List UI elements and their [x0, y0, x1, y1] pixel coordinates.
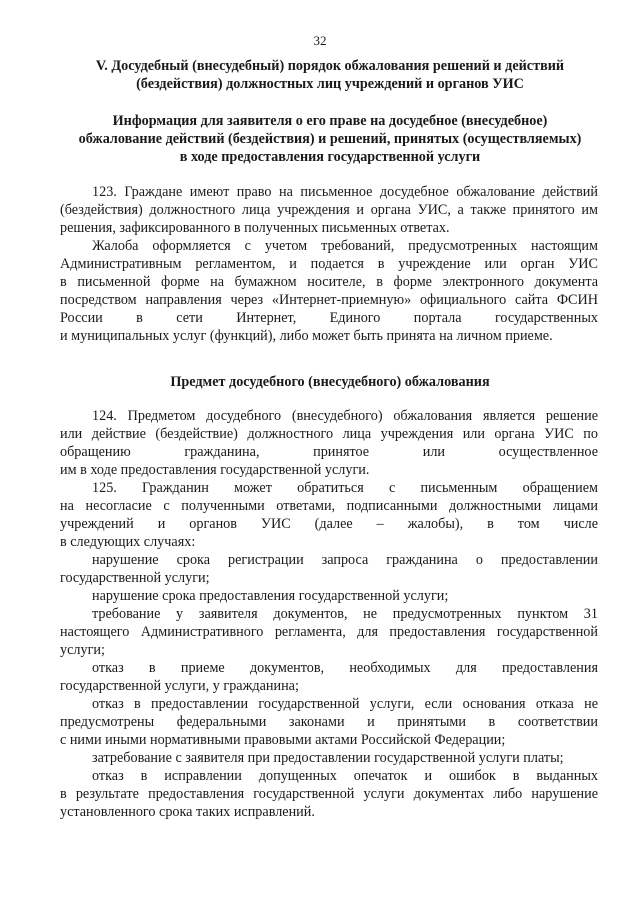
text-line: России в сети Интернет, Единого портала государственных — [60, 310, 598, 326]
info-heading-line: обжалование действий (бездействия) и решений, принятых (осуществляемых) — [78, 131, 582, 147]
list-item-line: нарушение срока предоставления государственной услуги; — [92, 588, 449, 604]
text-line: Административным регламентом, и подается в учреждение или орган УИС — [60, 256, 598, 272]
info-heading-line: в ходе предоставления государственной услуги — [179, 149, 481, 165]
list-item-line: государственной услуги; — [60, 570, 210, 586]
text-line: учреждений и органов УИС (далее – жалобы), в том числе — [60, 516, 598, 532]
list-item-line: установленного срока таких исправлений. — [60, 804, 315, 820]
list-item-line: требование у заявителя документов, не предусмотренных пунктом 31 — [92, 606, 598, 622]
text-line: обращению гражданина, принятое или осуществленное — [60, 444, 598, 460]
text-line: (бездействия) должностного лица учреждения и органа УИС, а также принятого им — [60, 202, 598, 218]
list-item-line: государственной услуги, у гражданина; — [60, 678, 299, 694]
page-number: 32 — [313, 33, 327, 48]
text-line: решения, зафиксированного в полученных письменных ответах. — [60, 220, 450, 236]
text-line: 125. Гражданин может обратиться с письменным обращением — [92, 480, 598, 496]
list-item-line: в результате предоставления государственной услуги документах либо нарушение — [60, 786, 598, 802]
list-item-line: отказ в приеме документов, необходимых для предоставления — [92, 660, 598, 676]
text-line: 123. Граждане имеют право на письменное досудебное обжалование действий — [92, 184, 598, 200]
section-heading-line: (бездействия) должностных лиц учреждений и органов УИС — [136, 76, 524, 92]
list-item-line: настоящего Административного регламента, для предоставления государственной — [60, 624, 598, 640]
subject-heading: Предмет досудебного (внесудебного) обжалования — [170, 374, 490, 390]
list-item-line: отказ в исправлении допущенных опечаток и ошибок в выданных — [92, 768, 598, 784]
text-line: и муниципальных услуг (функций), либо может быть принята на личном приеме. — [60, 328, 553, 344]
list-item-line: нарушение срока регистрации запроса гражданина о предоставлении — [92, 552, 598, 568]
text-line: 124. Предметом досудебного (внесудебного) обжалования является решение — [92, 408, 598, 424]
list-item-line: с ними иными нормативными правовыми актами Российской Федерации; — [60, 732, 506, 748]
info-heading-line: Информация для заявителя о его праве на досудебное (внесудебное) — [112, 113, 548, 129]
section-heading-line: V. Досудебный (внесудебный) порядок обжалования решений и действий — [95, 58, 565, 74]
list-item-line: предусмотрены федеральными законами и принятыми в соответствии — [60, 714, 598, 730]
list-item-line: отказ в предоставлении государственной услуги, если основания отказа не — [92, 696, 598, 712]
list-item-line: затребование с заявителя при предоставлении государственной услуги платы; — [92, 750, 564, 766]
list-item-line: услуги; — [60, 642, 105, 658]
text-line: посредством направления через «Интернет-приемную» официального сайта ФСИН — [60, 292, 598, 308]
text-line: им в ходе предоставления государственной услуги. — [60, 462, 370, 478]
text-line: Жалоба оформляется с учетом требований, предусмотренных настоящим — [92, 238, 598, 254]
text-line: в письменной форме на бумажном носителе, в форме электронного документа — [60, 274, 598, 290]
text-line: или действие (бездействие) должностного лица учреждения или органа УИС по — [60, 426, 598, 442]
text-line: на несогласие с полученными ответами, подписанными должностными лицами — [60, 498, 598, 514]
text-line: в следующих случаях: — [60, 534, 196, 550]
